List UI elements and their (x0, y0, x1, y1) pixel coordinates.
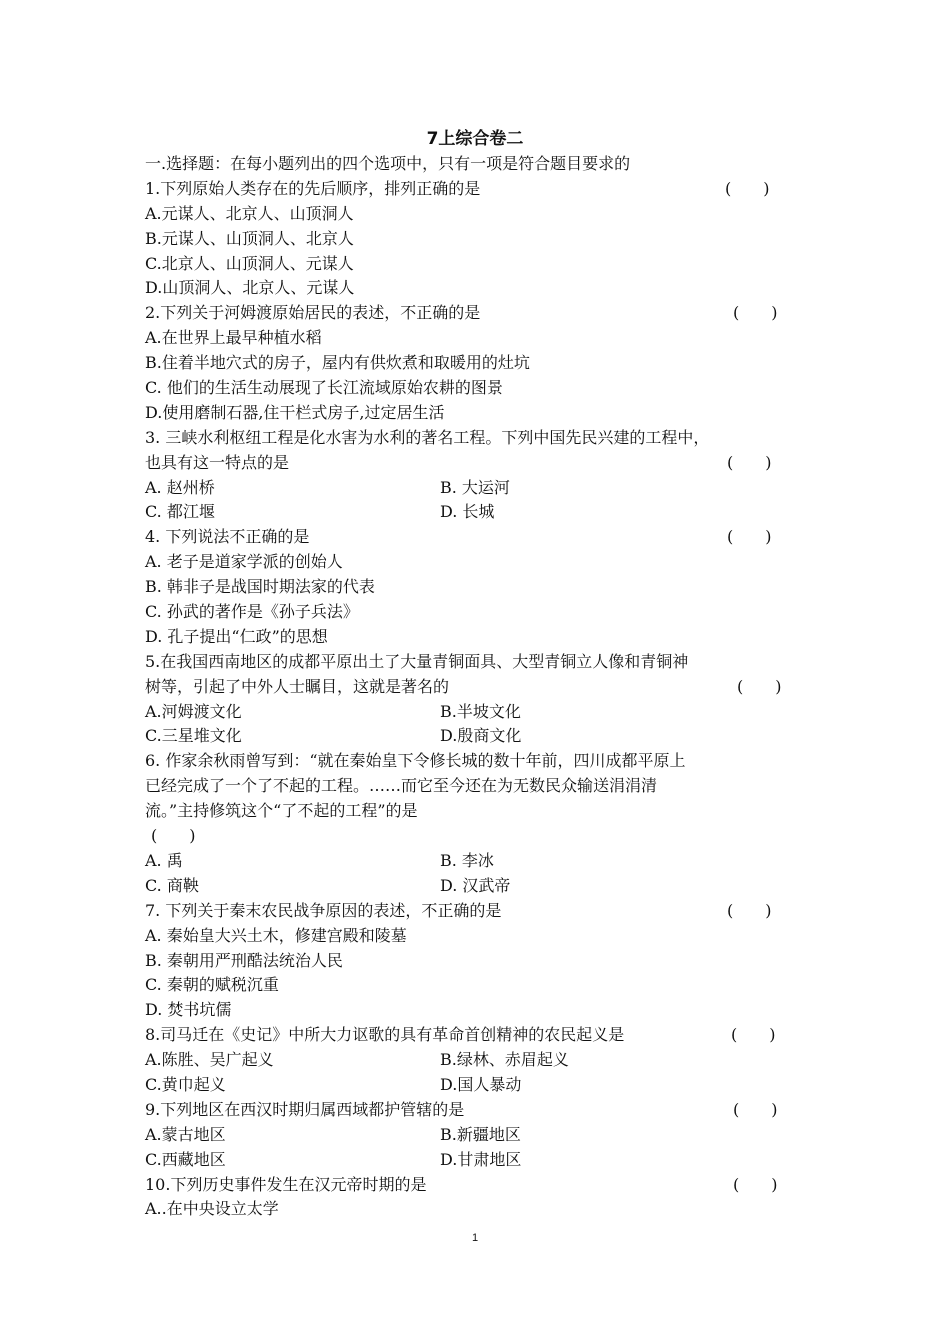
option: D. 汉武帝 (440, 875, 511, 895)
option: D.殷商文化 (440, 726, 522, 746)
option: A. 赵州桥 (145, 477, 215, 497)
option-row (145, 476, 817, 501)
option-row (145, 1123, 817, 1148)
question-stem (145, 675, 817, 700)
option: A.河姆渡文化 (145, 701, 242, 721)
option: A. 禹 (145, 850, 183, 870)
question-stem: 已经完成了一个了不起的工程。……而它至今还在为无数民众输送涓涓清 (145, 776, 658, 796)
option: A.蒙古地区 (145, 1124, 226, 1144)
question-stem (145, 899, 817, 924)
question-stem (145, 1173, 817, 1198)
answer-bracket: ( ) (727, 452, 772, 472)
question-stem-text: 10.下列历史事件发生在汉元帝时期的是 (145, 1174, 427, 1194)
option: A.在世界上最早种植水稻 (145, 328, 322, 348)
question-stem-text: 9.下列地区在西汉时期归属西域都护管辖的是 (145, 1099, 465, 1119)
option: A..在中央设立太学 (145, 1199, 279, 1219)
answer-bracket: ( ) (733, 1099, 778, 1119)
answer-bracket: ( ) (725, 178, 770, 198)
answer-bracket: ( ) (731, 1025, 776, 1045)
answer-bracket: ( ) (733, 303, 778, 323)
option: D.使用磨制石器,住干栏式房子,过定居生活 (145, 402, 445, 422)
question-stem (145, 301, 817, 326)
option: B. 大运河 (440, 477, 510, 497)
question-stem-text: 也具有这一特点的是 (145, 452, 290, 472)
option-row (145, 849, 817, 874)
question-stem: 流。”主持修筑这个“了不起的工程”的是 (145, 801, 418, 821)
option: D.甘肃地区 (440, 1149, 522, 1169)
option: A. 老子是道家学派的创始人 (145, 552, 343, 572)
option: C.西藏地区 (145, 1149, 226, 1169)
answer-bracket: ( ) (727, 900, 772, 920)
option: B.新疆地区 (440, 1124, 521, 1144)
answer-bracket: ( ) (727, 527, 772, 547)
option: C. 秦朝的赋税沉重 (145, 975, 279, 995)
option: C. 都江堰 (145, 502, 215, 522)
answer-bracket: ( ) (737, 676, 782, 696)
option: B. 秦朝用严刑酷法统治人民 (145, 950, 343, 970)
question-stem-text: 8.司马迁在《史记》中所大力讴歌的具有革命首创精神的农民起义是 (145, 1025, 625, 1045)
question-stem-text: 4. 下列说法不正确的是 (145, 527, 310, 547)
document-title: 7上综合卷二 (426, 129, 524, 149)
answer-bracket: ( ) (733, 1174, 778, 1194)
option: B. 韩非子是战国时期法家的代表 (145, 577, 375, 597)
question-stem: 5.在我国西南地区的成都平原出土了大量青铜面具、大型青铜立人像和青铜神 (145, 651, 689, 671)
option: B.半坡文化 (440, 701, 521, 721)
option: B. 李冰 (440, 850, 494, 870)
option-row (145, 1048, 817, 1073)
question-stem-text: 树等，引起了中外人士瞩目，这就是著名的 (145, 676, 450, 696)
option: C.三星堆文化 (145, 726, 242, 746)
option: D. 孔子提出“仁政”的思想 (145, 626, 328, 646)
question-stem (145, 824, 817, 849)
option: C. 他们的生活生动展现了长江流域原始农耕的图景 (145, 378, 503, 398)
option: D. 长城 (440, 502, 495, 522)
option-row (145, 874, 817, 899)
option: C.黄巾起义 (145, 1074, 226, 1094)
option-row (145, 700, 817, 725)
option: A.元谋人、北京人、山顶洞人 (145, 203, 354, 223)
question-stem-text: 2.下列关于河姆渡原始居民的表述，不正确的是 (145, 303, 481, 323)
page-number: 1 (471, 1232, 479, 1244)
option: C. 孙武的著作是《孙子兵法》 (145, 602, 359, 622)
question-stem: 3. 三峡水利枢纽工程是化水害为水利的著名工程。下列中国先民兴建的工程中， (145, 427, 710, 447)
question-content (145, 152, 817, 1222)
option: D.国人暴动 (440, 1074, 522, 1094)
option: C.北京人、山顶洞人、元谋人 (145, 253, 354, 273)
section-header: 一.选择题：在每小题列出的四个选项中，只有一项是符合题目要求的 (145, 154, 631, 173)
option: B.住着半地穴式的房子，屋内有供炊煮和取暖用的灶坑 (145, 353, 530, 373)
option: D.山顶洞人、北京人、元谋人 (145, 278, 355, 298)
question-stem (145, 1023, 817, 1048)
option: A.陈胜、吴广起义 (145, 1050, 274, 1070)
question-stem (145, 1098, 817, 1123)
question-stem (145, 525, 817, 550)
question-stem (145, 451, 817, 476)
option: A. 秦始皇大兴土木，修建宫殿和陵墓 (145, 925, 407, 945)
option: B.绿林、赤眉起义 (440, 1050, 569, 1070)
question-stem-text: 1.下列原始人类存在的先后顺序，排列正确的是 (145, 178, 481, 198)
answer-bracket: ( ) (151, 826, 196, 846)
question-stem-text: 7. 下列关于秦末农民战争原因的表述，不正确的是 (145, 900, 502, 920)
option: B.元谋人、山顶洞人、北京人 (145, 228, 354, 248)
option-row (145, 724, 817, 749)
option: D. 焚书坑儒 (145, 1000, 232, 1020)
option: C. 商鞅 (145, 875, 199, 895)
question-stem (145, 177, 817, 202)
option-row (145, 500, 817, 525)
option-row (145, 1148, 817, 1173)
question-stem: 6. 作家余秋雨曾写到：“就在秦始皇下令修长城的数十年前，四川成都平原上 (145, 751, 686, 771)
option-row (145, 1073, 817, 1098)
